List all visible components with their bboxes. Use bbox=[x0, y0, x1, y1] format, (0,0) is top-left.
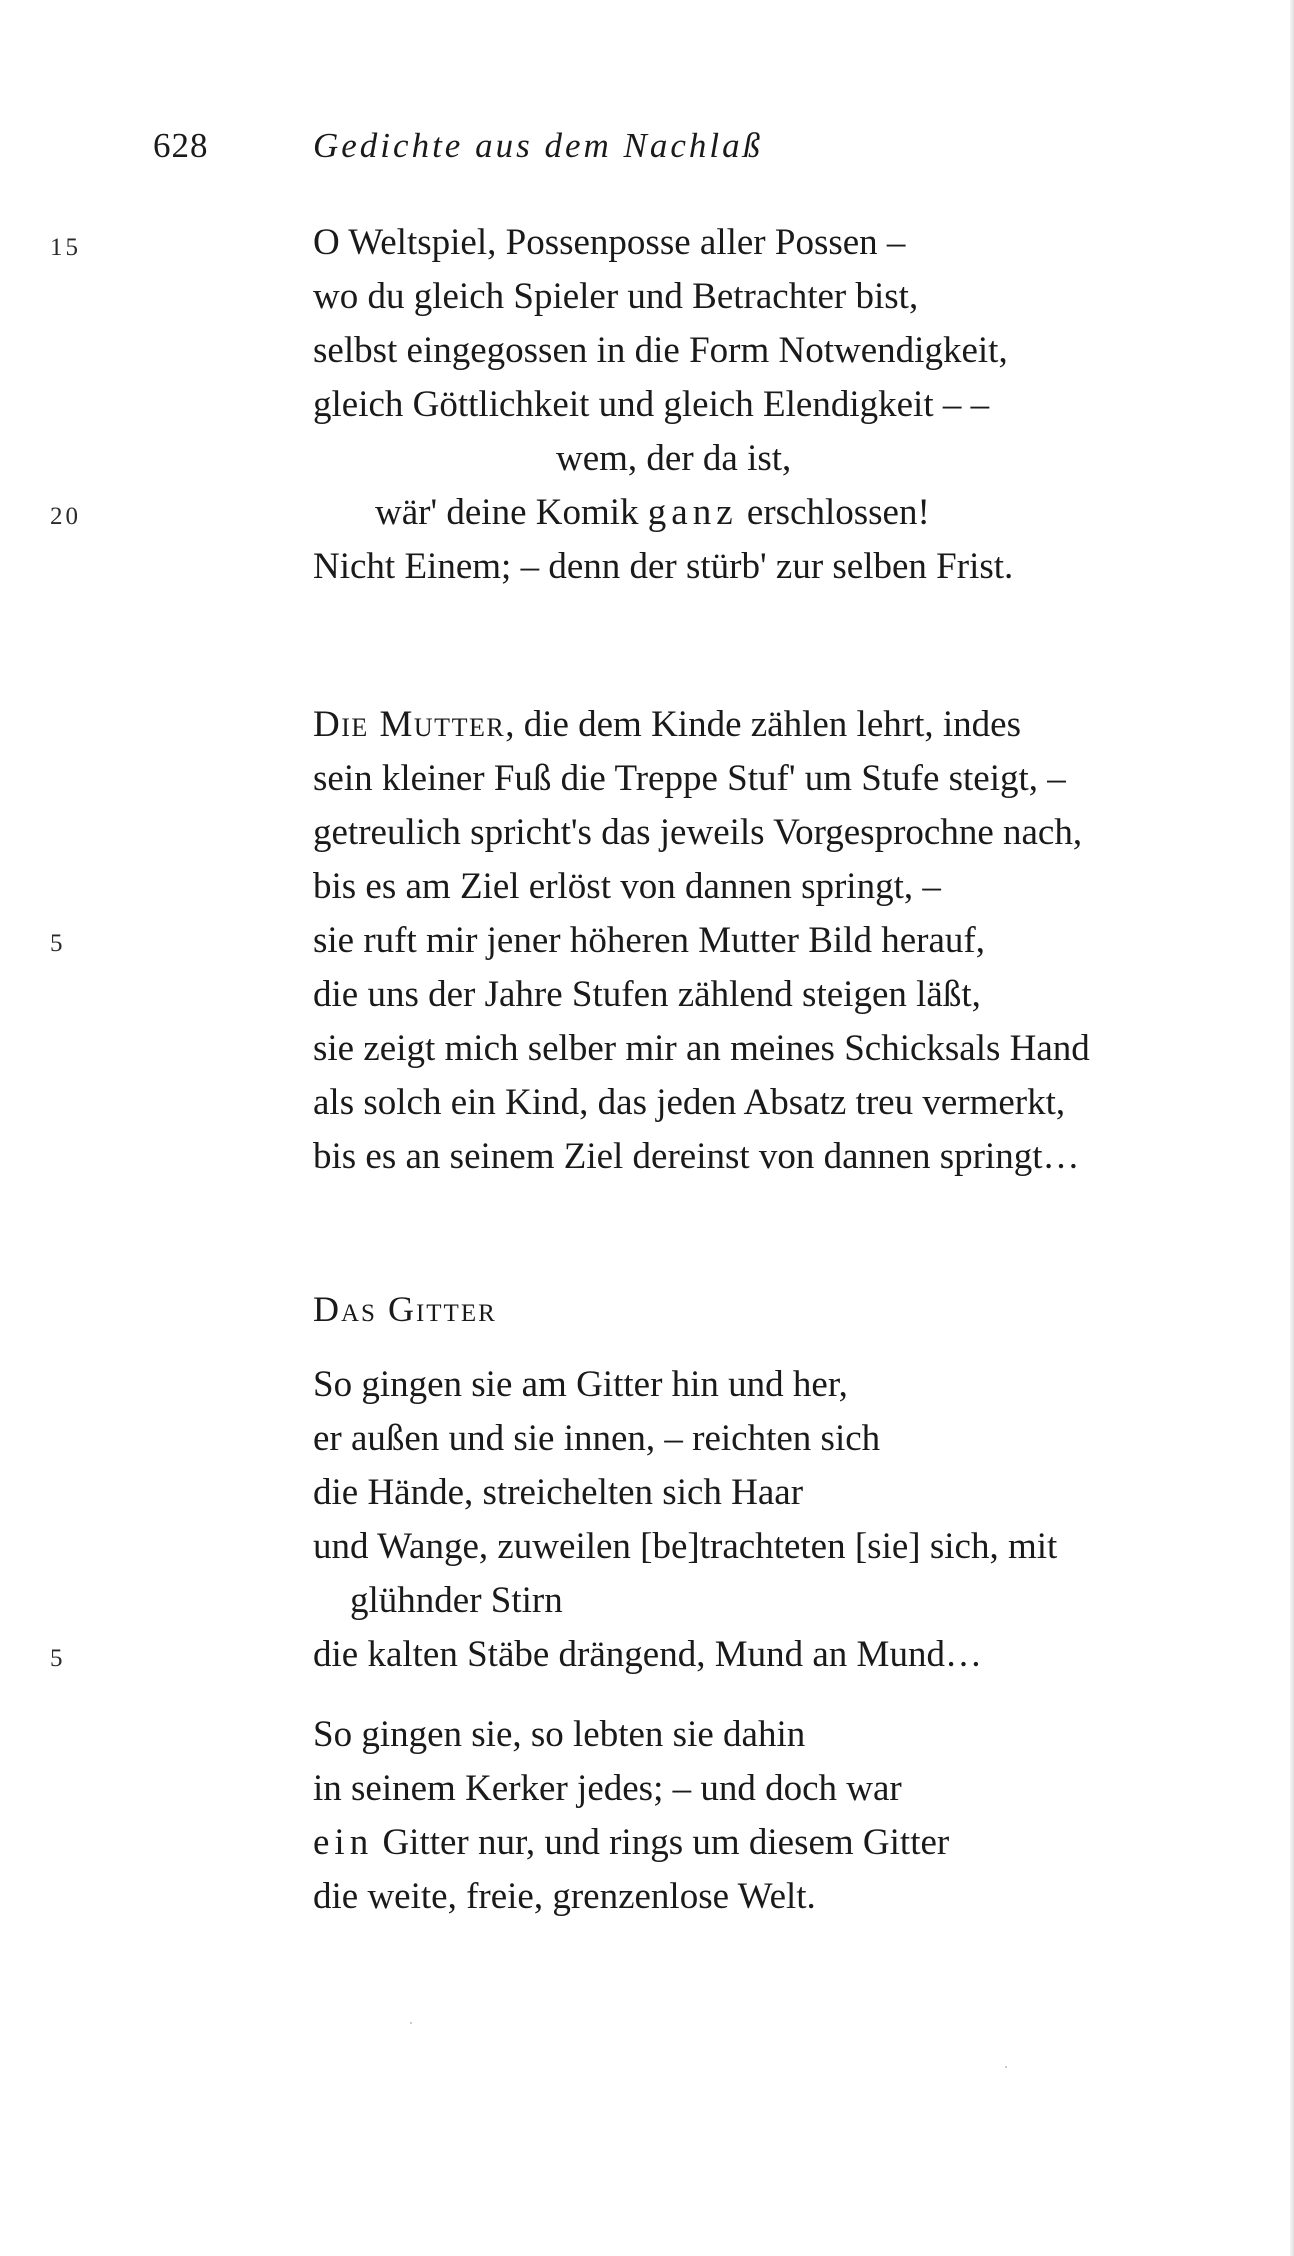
poem-title: Das Gitter bbox=[313, 1289, 497, 1329]
poem-line: wo du gleich Spieler und Betrachter bist, bbox=[313, 276, 919, 317]
poem-line: bis es an seinem Ziel dereinst von dannen springt… bbox=[313, 1136, 1080, 1177]
poem-line: gleich Göttlichkeit und gleich Elendigkeit – – bbox=[313, 384, 990, 425]
page-number: 628 bbox=[153, 126, 209, 165]
poem-line: sie zeigt mich selber mir an meines Schicksals Hand bbox=[313, 1028, 1090, 1069]
poem-line: er außen und sie innen, – reichten sich bbox=[313, 1418, 881, 1459]
page-edge-shadow bbox=[1290, 0, 1294, 2256]
paper-speck bbox=[1005, 2066, 1007, 2068]
page-header bbox=[153, 126, 1153, 174]
line-text: erschlossen! bbox=[737, 492, 930, 533]
poem-line: Nicht Einem; – denn der stürb' zur selben Frist. bbox=[313, 546, 1014, 587]
poem-title: Die Mutter bbox=[313, 704, 506, 745]
poem-line: die kalten Stäbe drängend, Mund an Mund… bbox=[313, 1634, 982, 1675]
poem-line: sein kleiner Fuß die Treppe Stuf' um Stufe steigt, – bbox=[313, 758, 1066, 799]
line-number-20: 20 bbox=[50, 503, 81, 530]
paper-speck bbox=[410, 2022, 412, 2024]
line-number-15: 15 bbox=[50, 234, 81, 261]
poem-line: So gingen sie, so lebten sie dahin bbox=[313, 1714, 806, 1755]
poem-line: und Wange, zuweilen [be]trachteten [sie] sich, mit bbox=[313, 1526, 1058, 1567]
emphasized-word: ganz bbox=[647, 492, 738, 533]
line-number-5: 5 bbox=[50, 930, 66, 957]
poem-line: sie ruft mir jener höheren Mutter Bild herauf, bbox=[313, 920, 985, 961]
poem-line bbox=[313, 1824, 949, 1861]
poem-line: in seinem Kerker jedes; – und doch war bbox=[313, 1768, 902, 1809]
line-text: , die dem Kinde zählen lehrt, indes bbox=[505, 704, 1021, 745]
poem-line: die uns der Jahre Stufen zählend steigen läßt, bbox=[313, 974, 981, 1015]
poem-first-line bbox=[313, 706, 1021, 743]
poem-line: die weite, freie, grenzenlose Welt. bbox=[313, 1876, 816, 1917]
poem-line: wem, der da ist, bbox=[556, 438, 792, 479]
emphasized-word: ein bbox=[313, 1822, 374, 1863]
line-text: Gitter nur, und rings um diesem Gitter bbox=[373, 1822, 950, 1863]
poem-line: die Hände, streichelten sich Haar bbox=[313, 1472, 804, 1513]
poem-line: getreulich spricht's das jeweils Vorgesprochne nach, bbox=[313, 812, 1083, 853]
poem-line: bis es am Ziel erlöst von dannen springt, – bbox=[313, 866, 941, 907]
running-head: Gedichte aus dem Nachlaß bbox=[313, 126, 764, 165]
line-number-5: 5 bbox=[50, 1645, 66, 1672]
poem-line: So gingen sie am Gitter hin und her, bbox=[313, 1364, 848, 1405]
poem-line: als solch ein Kind, das jeden Absatz treu vermerkt, bbox=[313, 1082, 1066, 1123]
poem-line-continuation: glühnder Stirn bbox=[350, 1580, 563, 1621]
poem-line-20 bbox=[375, 494, 930, 531]
poem-line: selbst eingegossen in die Form Notwendigkeit, bbox=[313, 330, 1008, 371]
poem-line: O Weltspiel, Possenposse aller Possen – bbox=[313, 222, 906, 263]
line-text: wär' deine Komik bbox=[375, 492, 648, 533]
